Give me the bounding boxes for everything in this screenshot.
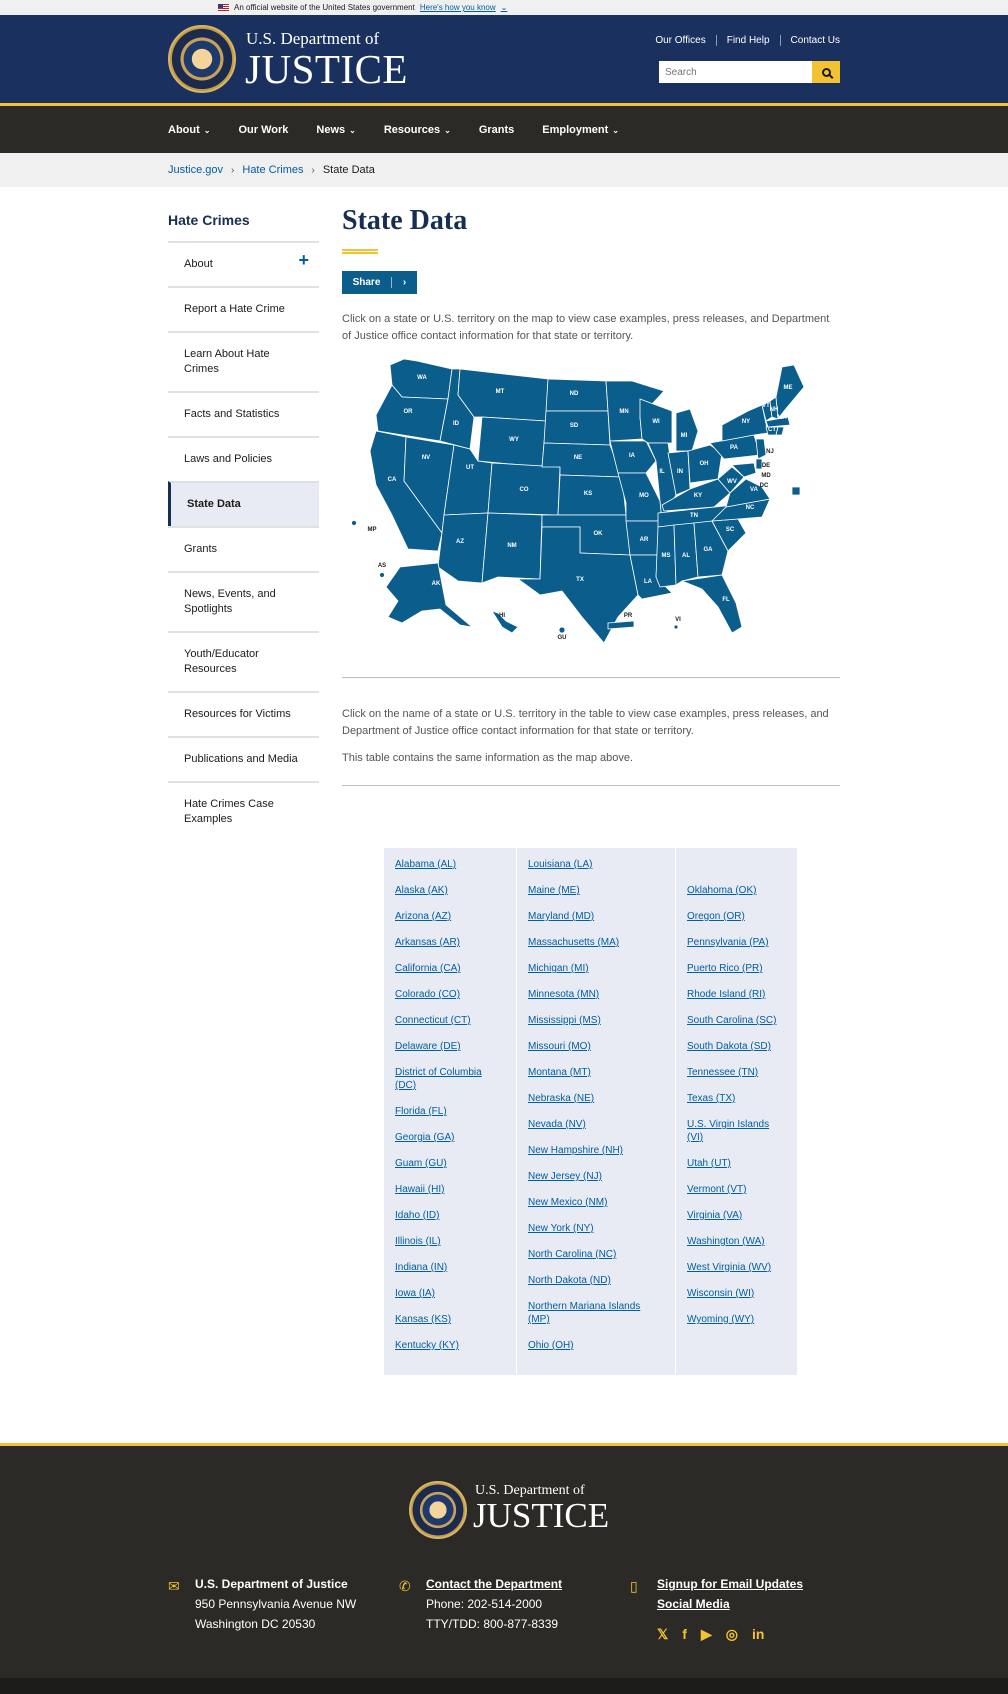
state-link[interactable]: Missouri (MO)	[528, 1041, 591, 1052]
map-label-nc: NC	[745, 505, 755, 511]
us-flag-icon	[218, 4, 229, 11]
state-link[interactable]: West Virginia (WV)	[687, 1262, 772, 1273]
footer-doj-seal-logo[interactable]	[409, 1481, 467, 1539]
map-label-mi: MI	[680, 433, 688, 439]
sidebar-item-laws-and-policies[interactable]	[168, 436, 319, 481]
chevron-right-icon: ›	[311, 164, 315, 176]
map-label-de: DE	[761, 463, 771, 469]
sidebar-item-grants[interactable]	[168, 526, 319, 571]
social-media-link[interactable]: Social Media	[657, 1597, 730, 1611]
map-label-ma: MA	[777, 415, 787, 421]
map-intro: Click on a state or U.S. territory on the map to view case examples, press releases, and Department of Justice office contact information for that state or territory.	[342, 313, 830, 342]
find-help-link[interactable]: Find Help	[716, 35, 770, 46]
state-link[interactable]: Alaska (AK)	[395, 885, 448, 896]
state-link[interactable]: Puerto Rico (PR)	[687, 963, 763, 974]
state-column-3	[676, 848, 797, 1375]
nav-label: Our Work	[238, 123, 289, 136]
sidebar-item-label: Grants	[184, 543, 218, 555]
state-mt[interactable]	[458, 369, 548, 421]
map-label-al: AL	[682, 553, 690, 559]
state-link[interactable]: Florida (FL)	[395, 1106, 447, 1117]
sidebar-item-report-a-hate-crime[interactable]	[168, 286, 319, 331]
sidebar-item-publications-and-media[interactable]	[168, 736, 319, 781]
heres-how-you-know-link[interactable]: Here's how you know	[419, 3, 496, 12]
map-label-ny: NY	[741, 419, 751, 425]
state-hi[interactable]	[492, 611, 518, 633]
chevron-right-icon: ›	[402, 277, 407, 288]
map-label-vi: VI	[675, 617, 681, 623]
map-label-wi: WI	[652, 419, 660, 425]
map-label-ok: OK	[593, 531, 603, 537]
map-label-ca: CA	[387, 477, 397, 483]
nav-item-about[interactable]	[168, 124, 210, 136]
map-label-ia: IA	[629, 453, 635, 459]
sidebar-item-learn-about-hate-crimes[interactable]	[168, 331, 319, 391]
sidebar-item-hate-crimes-case-examples[interactable]	[168, 781, 319, 841]
map-label-sd: SD	[569, 423, 579, 429]
state-link[interactable]: Washington (WA)	[687, 1236, 765, 1247]
state-link[interactable]: New York (NY)	[528, 1223, 594, 1234]
dept-line[interactable]: U.S. Department of	[246, 29, 380, 48]
sidebar-item-label: Hate Crimes Case Examples	[184, 798, 274, 825]
breadcrumb-hate-crimes[interactable]: Hate Crimes	[242, 164, 304, 176]
state-mi[interactable]	[676, 409, 698, 451]
table-note: This table contains the same information as the map above.	[342, 752, 634, 764]
sidebar-title[interactable]: Hate Crimes	[168, 212, 250, 228]
map-label-la: LA	[644, 579, 652, 585]
map-label-ga: GA	[703, 547, 713, 553]
map-label-mn: MN	[619, 409, 629, 415]
state-link[interactable]: Ohio (OH)	[528, 1340, 574, 1351]
map-label-wa: WA	[417, 375, 427, 381]
sidebar-item-facts-and-statistics[interactable]	[168, 391, 319, 436]
map-label-sc: SC	[725, 527, 735, 533]
doj-seal-logo[interactable]	[168, 25, 236, 93]
map-label-or: OR	[403, 409, 413, 415]
site-header	[0, 15, 1008, 103]
divider	[342, 677, 840, 678]
mail-icon: ✉	[168, 1578, 180, 1594]
state-link[interactable]: Connecticut (CT)	[395, 1015, 471, 1026]
state-column-2	[517, 848, 676, 1375]
nav-item-resources[interactable]	[384, 124, 451, 136]
youtube-icon[interactable]: ▶	[700, 1626, 712, 1642]
map-label-nv: NV	[421, 455, 431, 461]
footer-tty: TTY/TDD: 800-877-8339	[426, 1617, 559, 1631]
map-label-nh: NH	[769, 407, 779, 413]
state-link[interactable]: Georgia (GA)	[395, 1132, 455, 1143]
nav-label: News	[316, 123, 346, 136]
page-title: State Data	[342, 205, 468, 236]
main-content	[342, 205, 840, 786]
nav-label: About	[168, 123, 200, 136]
state-link[interactable]: Hawaii (HI)	[395, 1184, 445, 1195]
instagram-icon[interactable]: ◎	[725, 1626, 738, 1642]
our-offices-link[interactable]: Our Offices	[655, 35, 706, 46]
sidebar-item-label: Youth/Educator Resources	[184, 648, 259, 675]
map-label-wv: WV	[727, 479, 737, 485]
breadcrumb-justice-gov[interactable]: Justice.gov	[168, 164, 224, 176]
state-link[interactable]: Minnesota (MN)	[528, 989, 600, 1000]
state-link[interactable]: Indiana (IN)	[395, 1262, 448, 1273]
search-input[interactable]	[659, 61, 812, 83]
map-label-vt: VT	[762, 403, 770, 409]
table-intro: Click on the name of a state or U.S. territory in the table to view case examples, press releases, and Department of Justice office contact information for that state or territory.	[342, 708, 829, 737]
map-label-ri: RI	[785, 429, 791, 435]
state-fl[interactable]	[682, 575, 742, 633]
sidebar-item-label: Learn About Hate Crimes	[184, 348, 270, 375]
state-link[interactable]: Guam (GU)	[395, 1158, 447, 1169]
map-label-me: ME	[783, 385, 793, 391]
map-label-id: ID	[453, 421, 459, 427]
footer-address-title: U.S. Department of Justice	[195, 1577, 348, 1591]
facebook-icon[interactable]: f	[682, 1626, 687, 1642]
chevron-down-icon: ⌄	[444, 126, 451, 135]
state-link[interactable]: New Hampshire (NH)	[528, 1145, 624, 1156]
breadcrumb	[0, 153, 1008, 187]
map-label-az: AZ	[456, 539, 464, 545]
map-label-mo: MO	[639, 493, 649, 499]
footer-dept-name[interactable]: JUSTICE	[473, 1496, 610, 1535]
sidebar-item-label: Report a Hate Crime	[184, 303, 285, 315]
chevron-down-icon: ⌄	[203, 126, 211, 135]
state-link[interactable]: Arizona (AZ)	[395, 911, 452, 922]
breadcrumb-current: State Data	[322, 164, 375, 176]
state-link[interactable]: Illinois (IL)	[395, 1236, 441, 1247]
map-label-tn: TN	[690, 513, 698, 519]
search-icon	[822, 68, 831, 77]
chevron-down-icon: ⌄	[349, 126, 356, 135]
territory-gu[interactable]	[559, 627, 565, 633]
state-link[interactable]: District of Columbia (DC)	[395, 1067, 482, 1091]
nav-label: Employment	[542, 123, 609, 136]
state-link[interactable]: Arkansas (AR)	[395, 937, 461, 948]
state-link[interactable]: Virginia (VA)	[687, 1210, 743, 1221]
map-label-va: VA	[750, 487, 758, 493]
sidebar-item-label: Laws and Policies	[184, 453, 273, 465]
state-nj[interactable]	[756, 439, 766, 459]
state-link[interactable]: Oregon (OR)	[687, 911, 745, 922]
map-label-ut: UT	[466, 465, 474, 471]
social-icons	[657, 1624, 803, 1644]
sidebar-item-label: News, Events, and Spotlights	[184, 588, 276, 615]
state-link[interactable]: U.S. Virgin Islands (VI)	[687, 1119, 770, 1143]
map-label-pr: PR	[623, 613, 633, 619]
map-label-co: CO	[519, 487, 529, 493]
chevron-down-icon[interactable]: ⌄	[500, 3, 508, 12]
state-link[interactable]: Kentucky (KY)	[395, 1340, 459, 1351]
nav-label: Grants	[478, 123, 515, 136]
phone-icon: ✆	[399, 1578, 411, 1594]
footer-signup	[657, 1574, 803, 1644]
map-label-ct: CT	[768, 427, 776, 433]
share-label: Share	[342, 277, 392, 288]
state-link[interactable]: Mississippi (MS)	[528, 1015, 601, 1026]
map-label-hi: HI	[499, 613, 505, 619]
state-dc[interactable]	[792, 487, 800, 495]
linkedin-icon[interactable]: in	[751, 1626, 765, 1642]
share-button[interactable]	[342, 271, 417, 294]
state-link[interactable]: Nebraska (NE)	[528, 1093, 595, 1104]
sidebar-item-state-data[interactable]	[168, 481, 319, 526]
map-label-md: MD	[761, 473, 771, 479]
map-label-in: IN	[677, 469, 683, 475]
state-link[interactable]: Kansas (KS)	[395, 1314, 452, 1325]
dept-name[interactable]: JUSTICE	[245, 46, 408, 92]
sidebar-item-label: Publications and Media	[184, 753, 298, 765]
footer-address-line-1: 950 Pennsylvania Avenue NW	[195, 1597, 357, 1611]
map-label-nj: NJ	[766, 449, 774, 455]
state-link[interactable]: South Dakota (SD)	[687, 1041, 771, 1052]
footer-address-line-2: Washington DC 20530	[195, 1617, 316, 1631]
map-label-pa: PA	[730, 445, 738, 451]
nav-item-grants[interactable]	[479, 124, 514, 136]
chevron-down-icon: ⌄	[612, 126, 619, 135]
state-link[interactable]: Northern Mariana Islands (MP)	[528, 1301, 641, 1325]
map-label-ms: MS	[661, 553, 671, 559]
state-link[interactable]: Tennessee (TN)	[687, 1067, 759, 1078]
map-label-il: IL	[659, 469, 665, 475]
sidebar-nav	[168, 212, 319, 841]
state-link[interactable]: Wisconsin (WI)	[687, 1288, 755, 1299]
state-link[interactable]: Wyoming (WY)	[687, 1314, 755, 1325]
territory-vi[interactable]	[674, 625, 678, 629]
utility-nav	[655, 35, 840, 46]
nav-item-news[interactable]	[316, 124, 355, 136]
map-label-nd: ND	[569, 391, 579, 397]
state-link[interactable]: Michigan (MI)	[528, 963, 589, 974]
map-label-ak: AK	[431, 581, 441, 587]
mobile-icon: ▯	[630, 1578, 638, 1594]
gov-banner-text: An official website of the United States government	[234, 3, 415, 12]
map-label-ne: NE	[573, 455, 583, 461]
nav-item-employment[interactable]	[542, 124, 619, 136]
footer-contact	[426, 1574, 562, 1634]
footer-dept-line[interactable]: U.S. Department of	[475, 1483, 585, 1498]
state-link[interactable]: Massachusetts (MA)	[528, 937, 620, 948]
map-label-nm: NM	[507, 543, 517, 549]
sidebar-item-news-events-and-spotlights[interactable]	[168, 571, 319, 631]
footer-phone: Phone: 202-514-2000	[426, 1597, 543, 1611]
map-label-wy: WY	[509, 437, 519, 443]
gov-banner	[0, 0, 1008, 15]
us-state-map	[342, 355, 840, 655]
us-map-svg	[342, 355, 840, 655]
sidebar-item-youth-educator-resources[interactable]	[168, 631, 319, 691]
chevron-right-icon: ›	[231, 164, 235, 176]
state-link[interactable]: Utah (UT)	[687, 1158, 731, 1169]
state-link[interactable]: Texas (TX)	[687, 1093, 736, 1104]
divider	[342, 785, 840, 786]
state-link[interactable]: Pennsylvania (PA)	[687, 937, 769, 948]
plus-icon[interactable]: +	[298, 250, 309, 270]
state-link[interactable]: Delaware (DE)	[395, 1041, 461, 1052]
map-label-oh: OH	[699, 461, 709, 467]
state-link[interactable]: Idaho (ID)	[395, 1210, 440, 1221]
state-link[interactable]: South Carolina (SC)	[687, 1015, 777, 1026]
state-link[interactable]: North Carolina (NC)	[528, 1249, 617, 1260]
map-label-as: AS	[377, 563, 387, 569]
state-link[interactable]: Maryland (MD)	[528, 911, 595, 922]
map-label-dc: DC	[759, 483, 769, 489]
search-form	[659, 61, 840, 83]
title-rule	[342, 249, 378, 254]
map-label-ar: AR	[639, 537, 649, 543]
state-link[interactable]: California (CA)	[395, 963, 461, 974]
state-table	[384, 848, 797, 1375]
sidebar-item-resources-for-victims[interactable]	[168, 691, 319, 736]
sidebar-item-label: Facts and Statistics	[184, 408, 280, 420]
email-updates-link[interactable]: Signup for Email Updates	[657, 1577, 804, 1591]
map-label-mp: MP	[367, 527, 377, 533]
state-link[interactable]: New Jersey (NJ)	[528, 1171, 602, 1182]
map-label-tx: TX	[576, 577, 584, 583]
state-link[interactable]: Colorado (CO)	[395, 989, 461, 1000]
map-label-fl: FL	[722, 597, 730, 603]
main-nav	[0, 103, 1008, 153]
state-link[interactable]: Vermont (VT)	[687, 1184, 747, 1195]
state-link[interactable]: Iowa (IA)	[395, 1288, 436, 1299]
state-link[interactable]: Nevada (NV)	[528, 1119, 586, 1130]
state-link[interactable]: North Dakota (ND)	[528, 1275, 611, 1286]
nav-label: Resources	[383, 123, 441, 136]
sidebar-item-about[interactable]	[168, 241, 319, 286]
sidebar-item-label: State Data	[187, 498, 241, 510]
state-link[interactable]: Maine (ME)	[528, 885, 580, 896]
search-button[interactable]	[812, 61, 840, 83]
footer-bottom-bar	[0, 1678, 1008, 1694]
footer-address	[195, 1574, 356, 1634]
state-link[interactable]: Louisiana (LA)	[528, 859, 593, 870]
state-column-1	[384, 848, 517, 1375]
state-link[interactable]: New Mexico (NM)	[528, 1197, 608, 1208]
sidebar-item-label: About	[184, 258, 213, 270]
state-link[interactable]: Rhode Island (RI)	[687, 989, 766, 1000]
state-az[interactable]	[438, 513, 488, 583]
map-label-gu: GU	[557, 635, 567, 641]
nav-item-our-work[interactable]	[238, 124, 288, 136]
territory-mp[interactable]	[352, 521, 357, 526]
site-footer	[0, 1443, 1008, 1678]
map-label-ky: KY	[693, 493, 703, 499]
sidebar-item-label: Resources for Victims	[184, 708, 291, 720]
territory-as[interactable]	[380, 573, 385, 578]
state-me[interactable]	[776, 365, 804, 419]
map-label-mt: MT	[495, 389, 505, 395]
x-twitter-icon[interactable]: 𝕏	[657, 1626, 669, 1642]
state-link[interactable]: Oklahoma (OK)	[687, 885, 757, 896]
state-link[interactable]: Alabama (AL)	[395, 859, 457, 870]
state-link[interactable]: Montana (MT)	[528, 1067, 591, 1078]
contact-department-link[interactable]: Contact the Department	[426, 1577, 563, 1591]
contact-us-link[interactable]: Contact Us	[780, 35, 840, 46]
map-label-ks: KS	[583, 491, 593, 497]
